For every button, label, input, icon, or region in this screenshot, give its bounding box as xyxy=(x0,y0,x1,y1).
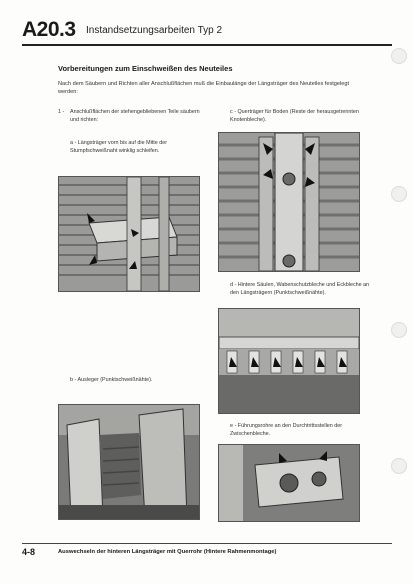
step-c-text: c - Querträger für Boden (Reste der herausgetrennten Knotenbleche). xyxy=(230,109,359,123)
photo-cross-member xyxy=(218,132,360,272)
page-number: 4-8 xyxy=(22,547,36,557)
step-number: 1 - xyxy=(58,109,65,115)
photo-rear-pillars xyxy=(218,308,360,414)
photo-outrigger xyxy=(58,404,200,520)
step-b-text: b - Ausleger (Punktschweißnähte). xyxy=(70,377,153,383)
section-code: A20.3 xyxy=(22,18,76,41)
punch-hole-icon xyxy=(391,322,407,338)
punch-hole-icon xyxy=(391,186,407,202)
footer-title: Auswechseln der hinteren Längsträger mit Querrohr (Hintere Rahmenmontage) xyxy=(58,549,277,555)
header-divider xyxy=(22,44,392,46)
chapter-title: Instandsetzungsarbeiten Typ 2 xyxy=(86,25,223,36)
page-header xyxy=(22,18,392,44)
footer-divider xyxy=(22,543,392,544)
step-a-text: a - Längsträger vorn bis auf die Mitte der Stumpfschweißnaht winklig schleifen. xyxy=(70,140,168,154)
step-d-text: d - Hintere Säulen, Wabenschutzbleche und Eckbleche an den Längsträgern (Punktschweißnähte). xyxy=(230,282,370,296)
step-1-text: Anschlußflächen der stehengebliebenen Teile säubern und richten: xyxy=(70,109,200,123)
punch-hole-icon xyxy=(391,458,407,474)
photo-guide-tubes xyxy=(218,444,360,522)
intro-paragraph: Nach dem Säubern und Richten aller Anschlußflächen muß die Einbaulänge der Längsträger des Neuteiles festgelegt werden: xyxy=(58,81,350,95)
photo-longitudinal-member-front xyxy=(58,176,200,292)
step-e-text: e - Führungsrohre an den Durchtrittsstellen der Zwischenbleche. xyxy=(230,423,343,437)
punch-hole-icon xyxy=(391,48,407,64)
section-title: Vorbereitungen zum Einschweißen des Neuteiles xyxy=(58,64,233,73)
